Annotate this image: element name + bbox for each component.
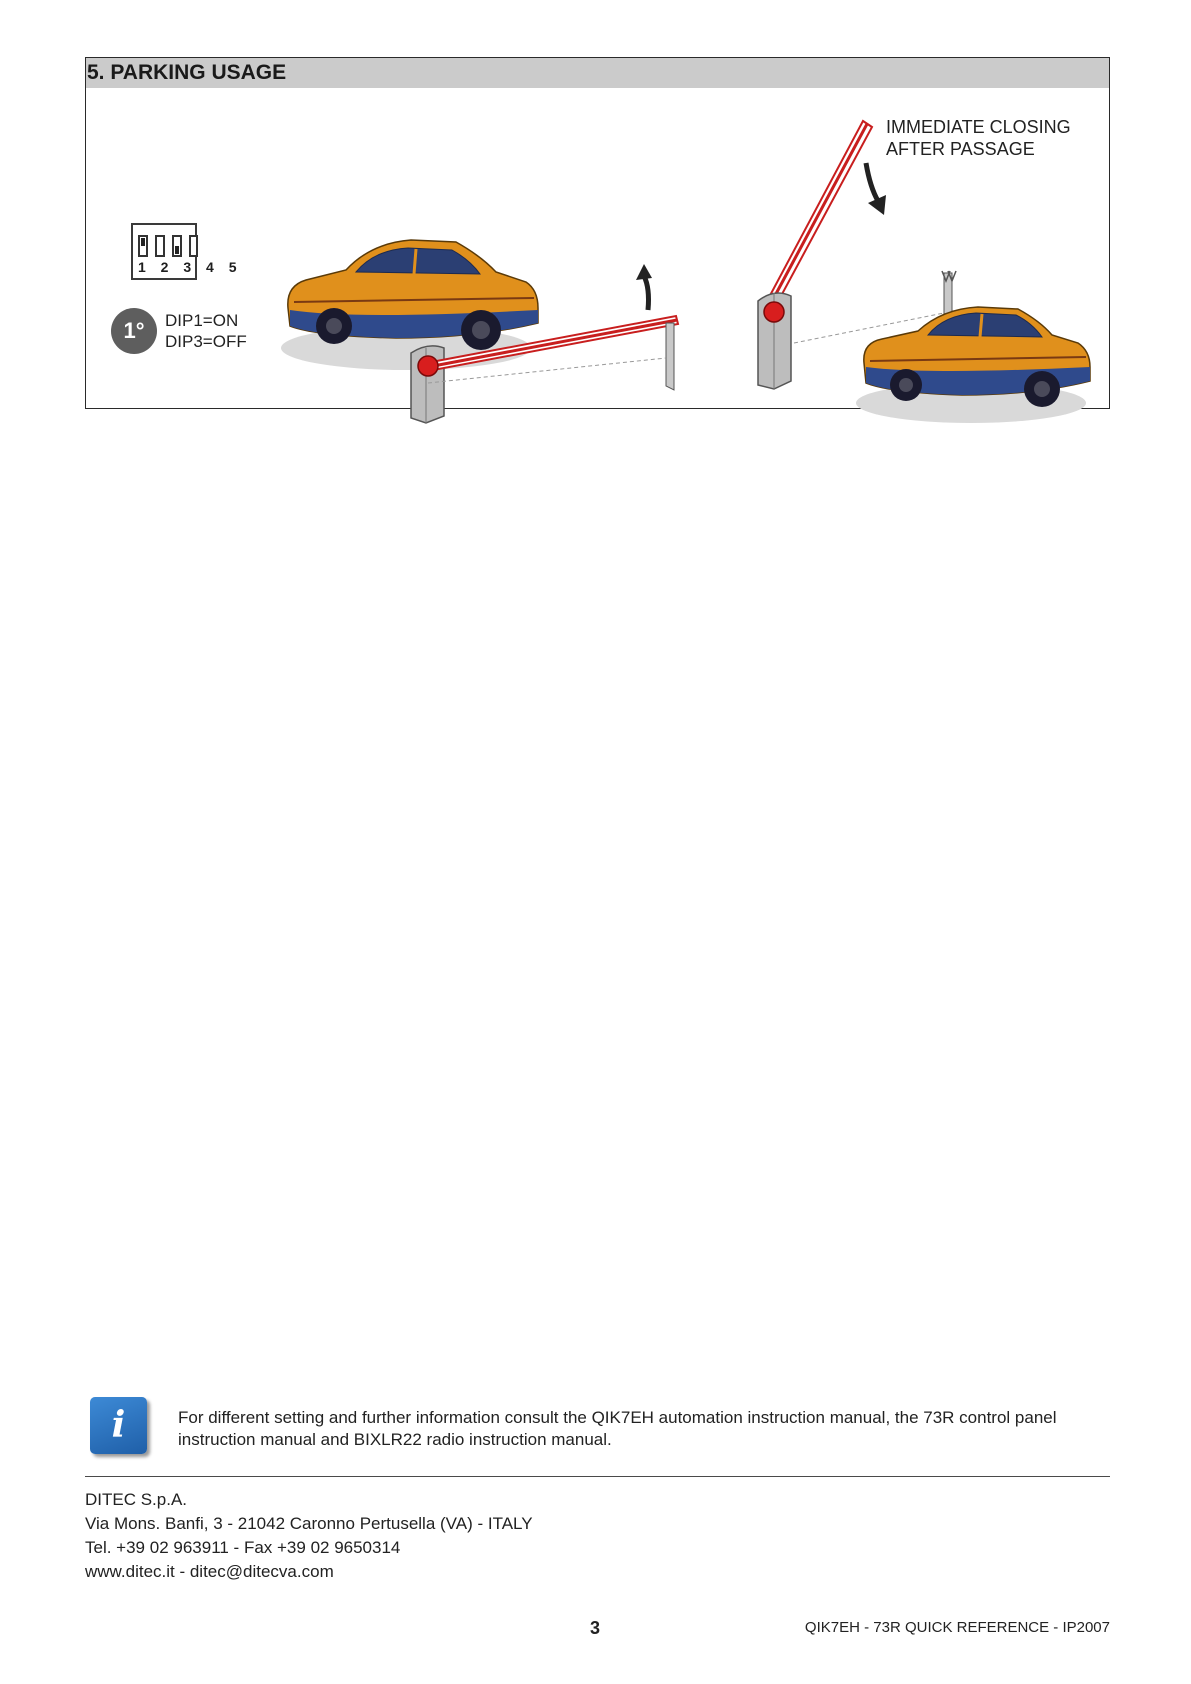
section-title: 5. PARKING USAGE: [86, 58, 1109, 88]
company-web: www.ditec.it - ditec@ditecva.com: [85, 1562, 334, 1581]
dip-switch-1: [138, 235, 148, 257]
closing-note-line-2: AFTER PASSAGE: [886, 139, 1035, 159]
dip-status-line-1: DIP1=ON: [165, 311, 239, 330]
dip-status: [165, 310, 247, 352]
barrier-opening-illustration: [276, 198, 706, 438]
document-reference: QIK7EH - 73R QUICK REFERENCE - IP2007: [804, 1619, 1110, 1636]
barrier-closing-illustration: [716, 113, 1116, 433]
info-icon: i: [90, 1397, 147, 1454]
page-number: 3: [590, 1618, 601, 1638]
info-note-text: For different setting and further information consult the QIK7EH automation instruction manual, the 73R control panel instruction manual and BIXLR22 radio instruction manual.: [178, 1408, 1057, 1449]
company-phone: Tel. +39 02 963911 - Fax +39 02 9650314: [85, 1538, 401, 1557]
dip-switch-numbers: 1 2 3 4 5: [138, 259, 242, 275]
step-badge: 1°: [111, 308, 157, 354]
company-name: DITEC S.p.A.: [85, 1490, 188, 1509]
company-address-block: [85, 1488, 533, 1584]
dip-switch-2: [155, 235, 165, 257]
company-address: Via Mons. Banfi, 3 - 21042 Caronno Pertusella (VA) - ITALY: [85, 1514, 533, 1533]
closing-note-line-1: IMMEDIATE CLOSING: [886, 117, 1071, 137]
footer-divider: [85, 1476, 1110, 1477]
dip-status-line-2: DIP3=OFF: [165, 332, 247, 351]
dip-switch-4: [189, 235, 198, 257]
dip-switch-block: [131, 223, 242, 280]
dip-switch-3: [172, 235, 182, 257]
parking-usage-section: [85, 57, 1110, 409]
